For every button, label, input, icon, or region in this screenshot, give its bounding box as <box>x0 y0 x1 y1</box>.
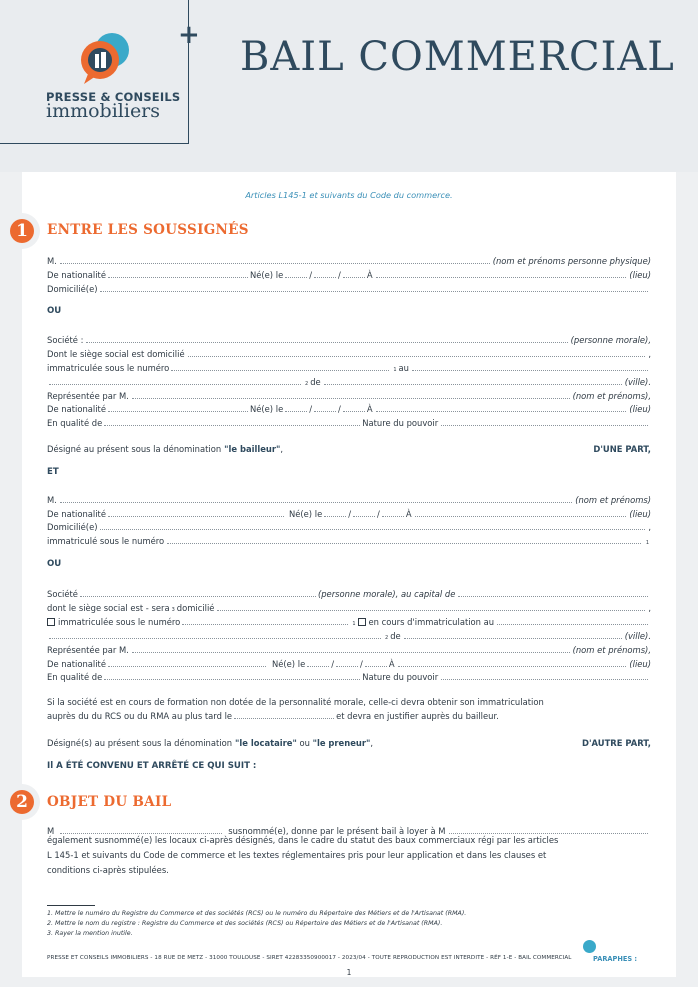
immatriculee-checkbox[interactable] <box>47 618 55 626</box>
bailleur-registre-line[interactable]: 2 de (ville). <box>47 374 651 387</box>
preneur-domicile-line[interactable]: Domicilié(e) , <box>47 522 651 532</box>
bailleur-name-line[interactable]: M. (nom et prénoms personne physique) <box>47 256 651 266</box>
preneur-name-line[interactable]: M. (nom et prénoms) <box>47 495 651 505</box>
section-title-1: ENTRE LES SOUSSIGNÉS <box>47 222 249 238</box>
preneur-nationality-line[interactable]: De nationalité Né(e) le / / À (lieu) <box>47 509 651 519</box>
document-title: BAIL COMMERCIAL <box>240 34 675 80</box>
bailleur-societe-line[interactable]: Société : (personne morale), <box>47 335 651 345</box>
preneur-qualite-line[interactable]: En qualité de Nature du pouvoir <box>47 669 651 682</box>
footnote-3: 3. Rayer la mention inutile. <box>47 930 133 937</box>
objet-line-1[interactable]: M susnommé(e), donne par le présent bail à loyer à M <box>47 823 651 836</box>
plus-icon: + <box>178 20 200 50</box>
bailleur-immat-line[interactable]: immatriculée sous le numéro 1 au <box>47 360 651 373</box>
formation-text-2[interactable]: auprès du du RCS ou du RMA au plus tard le et devra en justifier auprès du bailleur. <box>47 711 499 721</box>
section-title-2: OBJET DU BAIL <box>47 794 172 810</box>
articles-reference: Articles L145-1 et suivants du Code du commerce. <box>245 190 453 200</box>
and-label: ET <box>47 467 59 477</box>
page-footer: PRESSE ET CONSEILS IMMOBILIERS - 18 RUE DE METZ - 31000 TOULOUSE - SIRET 42283350900017 - 2023/04 - TOUTE REPRODUCTION EST INTERDITE - RÉF 1-E - BAIL COMMERCIAL <box>47 955 572 961</box>
preneur-siege-line[interactable]: dont le siège social est - sera 3 domicilié , <box>47 603 651 613</box>
formation-text-1: Si la société est en cours de formation non dotée de la personnalité morale, celle-ci devra obtenir son immatriculation <box>47 697 544 707</box>
bailleur-qualite-line[interactable]: En qualité de Nature du pouvoir <box>47 415 651 428</box>
section-number-2: 2 <box>10 790 34 814</box>
or-label-2: OU <box>47 559 62 569</box>
convenu-heading: Il A ÉTÉ CONVENU ET ARRÊTÉ CE QUI SUIT : <box>47 761 257 771</box>
bailleur-rep-nationality-line[interactable]: De nationalité Né(e) le / / À (lieu) <box>47 404 651 414</box>
paraphes-icon <box>583 940 596 953</box>
footnote-1: 1. Mettre le numéro du Registre du Commerce et des sociétés (RCS) ou le numéro du Répertoire des Métiers et de l'Artisanat (RMA). <box>47 910 467 917</box>
bailleur-siege-line[interactable]: Dont le siège social est domicilié , <box>47 349 651 359</box>
footnote-separator <box>47 905 95 906</box>
section-number-1: 1 <box>10 219 34 243</box>
preneur-immat-line[interactable]: immatriculé sous le numéro 1 <box>47 536 649 546</box>
bailleur-domicile-line[interactable]: Domicilié(e) <box>47 281 651 294</box>
header-background <box>0 0 698 172</box>
page-number: 1 <box>346 968 352 977</box>
bailleur-designation: Désigné au présent sous la dénomination "le bailleur" , D'UNE PART, <box>47 444 651 454</box>
preneur-registre-line[interactable]: 2 de (ville). <box>47 628 651 641</box>
en-cours-checkbox[interactable] <box>358 618 366 626</box>
preneur-societe-line[interactable]: Société (personne morale), au capital de <box>47 586 651 599</box>
footnote-2: 2. Mettre le nom du registre : Registre du Commerce et des sociétés (RCS) ou Répertoire des Métiers et de l'Artisanat (RMA). <box>47 920 443 927</box>
company-logo <box>78 30 134 86</box>
preneur-representant-line[interactable]: Représentée par M. (nom et prénoms), <box>47 645 651 655</box>
or-label: OU <box>47 306 62 316</box>
brand-name-line1: PRESSE & CONSEILS <box>46 90 181 104</box>
preneur-rep-nationality-line[interactable]: De nationalité Né(e) le / / À (lieu) <box>47 659 651 669</box>
header-divider-horizontal <box>0 143 189 144</box>
locataire-designation: Désigné(s) au présent sous la dénomination "le locataire" ou "le preneur" , D'AUTRE PART, <box>47 738 651 748</box>
bailleur-nationality-line[interactable]: De nationalité Né(e) le / / À (lieu) <box>47 270 651 280</box>
objet-paragraph: également susnommé(e) les locaux ci-après désignés, dans le cadre du statut des baux commerciaux régi par les articles L 145-1 et suivants du Code de commerce et les textes réglementaires pris pour leur application et dans les clauses et conditions ci-après stipulées. <box>47 835 559 875</box>
preneur-immat-line-2[interactable]: immatriculée sous le numéro 1 en cours d'immatriculation au <box>47 614 651 627</box>
bailleur-representant-line[interactable]: Représentée par M. (nom et prénoms), <box>47 391 651 401</box>
paraphes-label: PARAPHES : <box>593 955 638 963</box>
brand-name-line2: immobiliers <box>46 100 161 122</box>
